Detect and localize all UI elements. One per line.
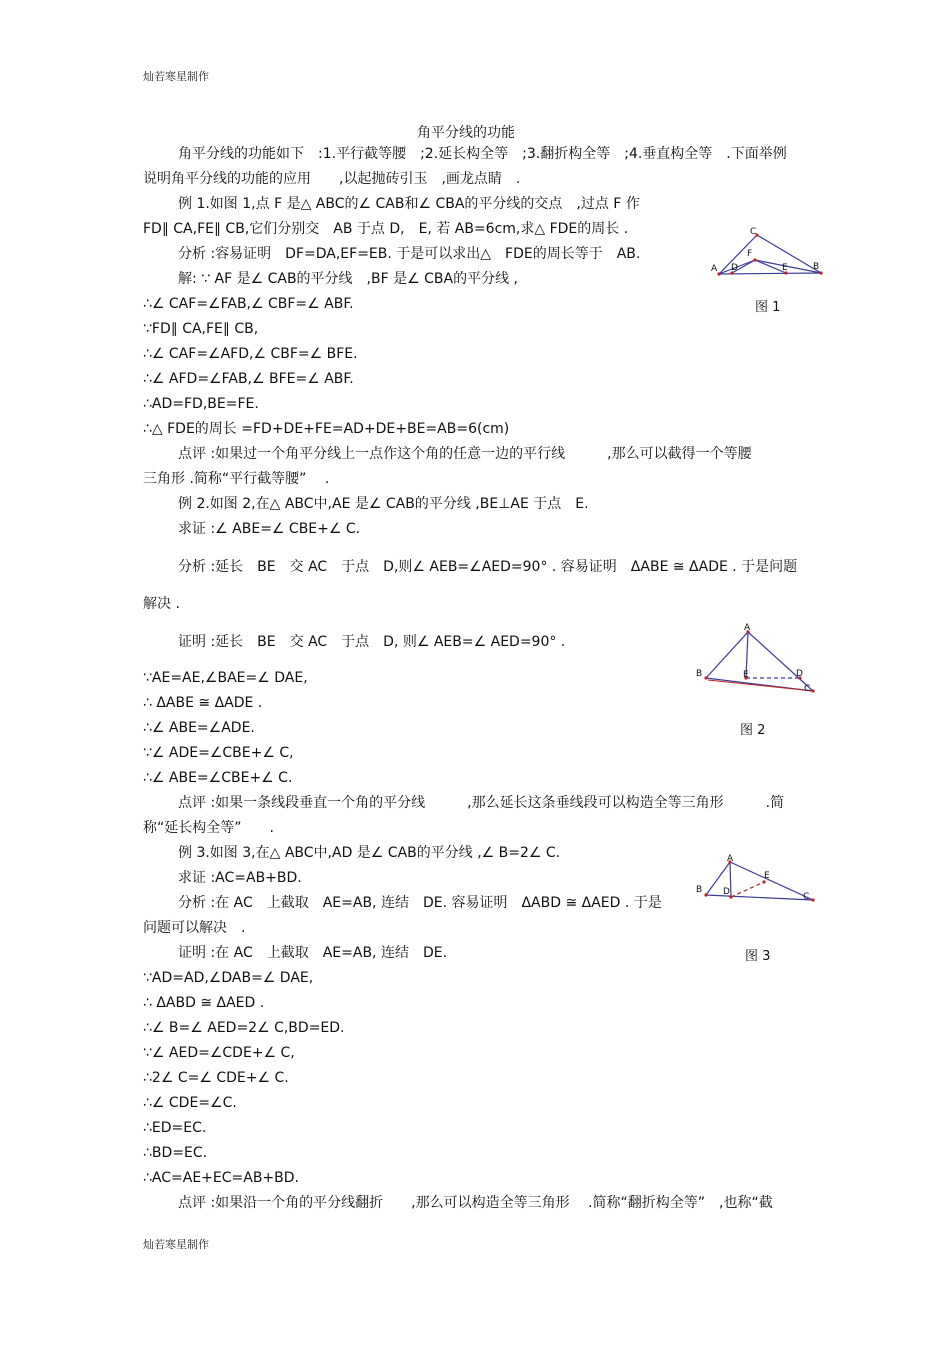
text-line: 解: ∵ AF 是∠ CAB的平分线 ,BF 是∠ CBA的平分线 , <box>178 271 518 287</box>
page-header: 灿若寒星制作 <box>143 70 209 83</box>
text-line: ∴∠ CAF=∠FAB,∠ CBF=∠ ABF. <box>143 296 354 312</box>
text-line: 问题可以解决 . <box>143 920 246 936</box>
text-line: 求证 :∠ ABE=∠ CBE+∠ C. <box>178 521 361 537</box>
text-line: 称“延长构全等” . <box>143 820 274 836</box>
text-line: 三角形 .简称“平行截等腰” . <box>143 471 330 487</box>
text-line: ∴∠ CDE=∠C. <box>143 1095 237 1111</box>
fig3-label-d: D <box>723 887 730 897</box>
figure-2-diagram <box>690 620 825 700</box>
text-line: 例 1.如图 1,点 F 是△ ABC的∠ CAB和∠ CBA的平分线的交点 ,过点 F 作 <box>178 196 640 212</box>
text-line: 说明角平分线的功能的应用 ,以起抛砖引玉 ,画龙点睛 . <box>143 171 521 187</box>
figure-1-caption: 图 1 <box>755 300 781 315</box>
fig2-label-c: C <box>804 684 811 694</box>
text-line: 分析 :容易证明 DF=DA,EF=EB. 于是可以求出△ FDE的周长等于 AB. <box>178 246 641 262</box>
text-line: 点评 :如果一条线段垂直一个角的平分线 ,那么延长这条垂线段可以构造全等三角形 .简 <box>178 795 785 811</box>
text-line: ∴ ΔABE ≅ ΔADE . <box>143 695 263 711</box>
figure-2-caption: 图 2 <box>740 723 766 738</box>
text-line: ∴∠ CAF=∠AFD,∠ CBF=∠ BFE. <box>143 346 358 362</box>
text-line: ∴△ FDE的周长 =FD+DE+FE=AD+DE+BE=AB=6(cm) <box>143 421 510 437</box>
fig1-label-b: B <box>813 262 820 272</box>
text-line: 例 2.如图 2,在△ ABC中,AE 是∠ CAB的平分线 ,BE⊥AE 于点 E. <box>178 496 589 512</box>
text-line: 分析 :在 AC 上截取 AE=AB, 连结 DE. 容易证明 ΔABD ≅ ΔAED . 于是 <box>178 895 662 911</box>
page-title: 角平分线的功能 <box>417 125 515 141</box>
text-line: ∴2∠ C=∠ CDE+∠ C. <box>143 1070 289 1086</box>
text-line: 例 3.如图 3,在△ ABC中,AD 是∠ CAB的平分线 ,∠ B=2∠ C. <box>178 845 561 861</box>
text-line: ∴∠ AFD=∠FAB,∠ BFE=∠ ABF. <box>143 371 354 387</box>
fig3-label-a: A <box>727 854 734 864</box>
fig1-label-f: F <box>747 249 753 259</box>
text-line: ∴ED=EC. <box>143 1120 207 1136</box>
fig2-label-b: B <box>696 669 703 679</box>
fig1-label-d: D <box>731 263 738 273</box>
figure-3-caption: 图 3 <box>745 949 771 964</box>
fig2-label-a: A <box>744 623 751 633</box>
text-line: ∵∠ AED=∠CDE+∠ C, <box>143 1045 295 1061</box>
text-line: ∴AD=FD,BE=FE. <box>143 396 259 412</box>
fig3-label-c: C <box>803 892 810 902</box>
text-line: 解决 . <box>143 596 180 612</box>
text-line: ∴∠ ABE=∠ADE. <box>143 720 255 736</box>
text-line: 点评 :如果沿一个角的平分线翻折 ,那么可以构造全等三角形 .简称“翻折构全等” ,也称“截 <box>178 1195 773 1211</box>
fig1-label-a: A <box>711 264 718 274</box>
text-line: ∴AC=AE+EC=AB+BD. <box>143 1170 299 1186</box>
text-line: FD∥ CA,FE∥ CB,它们分别交 AB 于点 D, E, 若 AB=6cm,求△ FDE的周长 . <box>143 221 629 237</box>
text-line: ∴ ΔABD ≅ ΔAED . <box>143 995 265 1011</box>
text-line: 证明 :在 AC 上截取 AE=AB, 连结 DE. <box>178 945 448 961</box>
text-line: 求证 :AC=AB+BD. <box>178 870 302 886</box>
fig2-label-e: E <box>743 670 749 680</box>
text-line: ∵AD=AD,∠DAB=∠ DAE, <box>143 970 314 986</box>
fig3-label-b: B <box>696 885 703 895</box>
text-line: 角平分线的功能如下 :1.平行截等腰 ;2.延长构全等 ;3.翻折构全等 ;4.垂直构全等 .下面举例 <box>178 146 787 162</box>
text-line: ∴∠ B=∠ AED=2∠ C,BD=ED. <box>143 1020 345 1036</box>
fig1-label-e: E <box>782 263 788 273</box>
text-line: ∵∠ ADE=∠CBE+∠ C, <box>143 745 294 761</box>
figure-1-diagram <box>705 222 830 282</box>
text-line: ∴∠ ABE=∠CBE+∠ C. <box>143 770 293 786</box>
fig3-label-e: E <box>764 871 770 881</box>
text-line: 分析 :延长 BE 交 AC 于点 D,则∠ AEB=∠AED=90° . 容易证明 ΔABE ≅ ΔADE . 于是问题 <box>178 559 798 575</box>
fig1-label-c: C <box>750 227 757 237</box>
text-line: 证明 :延长 BE 交 AC 于点 D, 则∠ AEB=∠ AED=90° . <box>178 634 566 650</box>
text-line: 点评 :如果过一个角平分线上一点作这个角的任意一边的平行线 ,那么可以截得一个等腰 <box>178 446 752 462</box>
text-line: ∴BD=EC. <box>143 1145 208 1161</box>
figure-3-diagram <box>690 852 825 912</box>
text-line: ∵AE=AE,∠BAE=∠ DAE, <box>143 670 308 686</box>
text-line: ∵FD∥ CA,FE∥ CB, <box>143 321 259 337</box>
page-footer: 灿若寒星制作 <box>143 1238 209 1251</box>
fig2-label-d: D <box>796 669 803 679</box>
